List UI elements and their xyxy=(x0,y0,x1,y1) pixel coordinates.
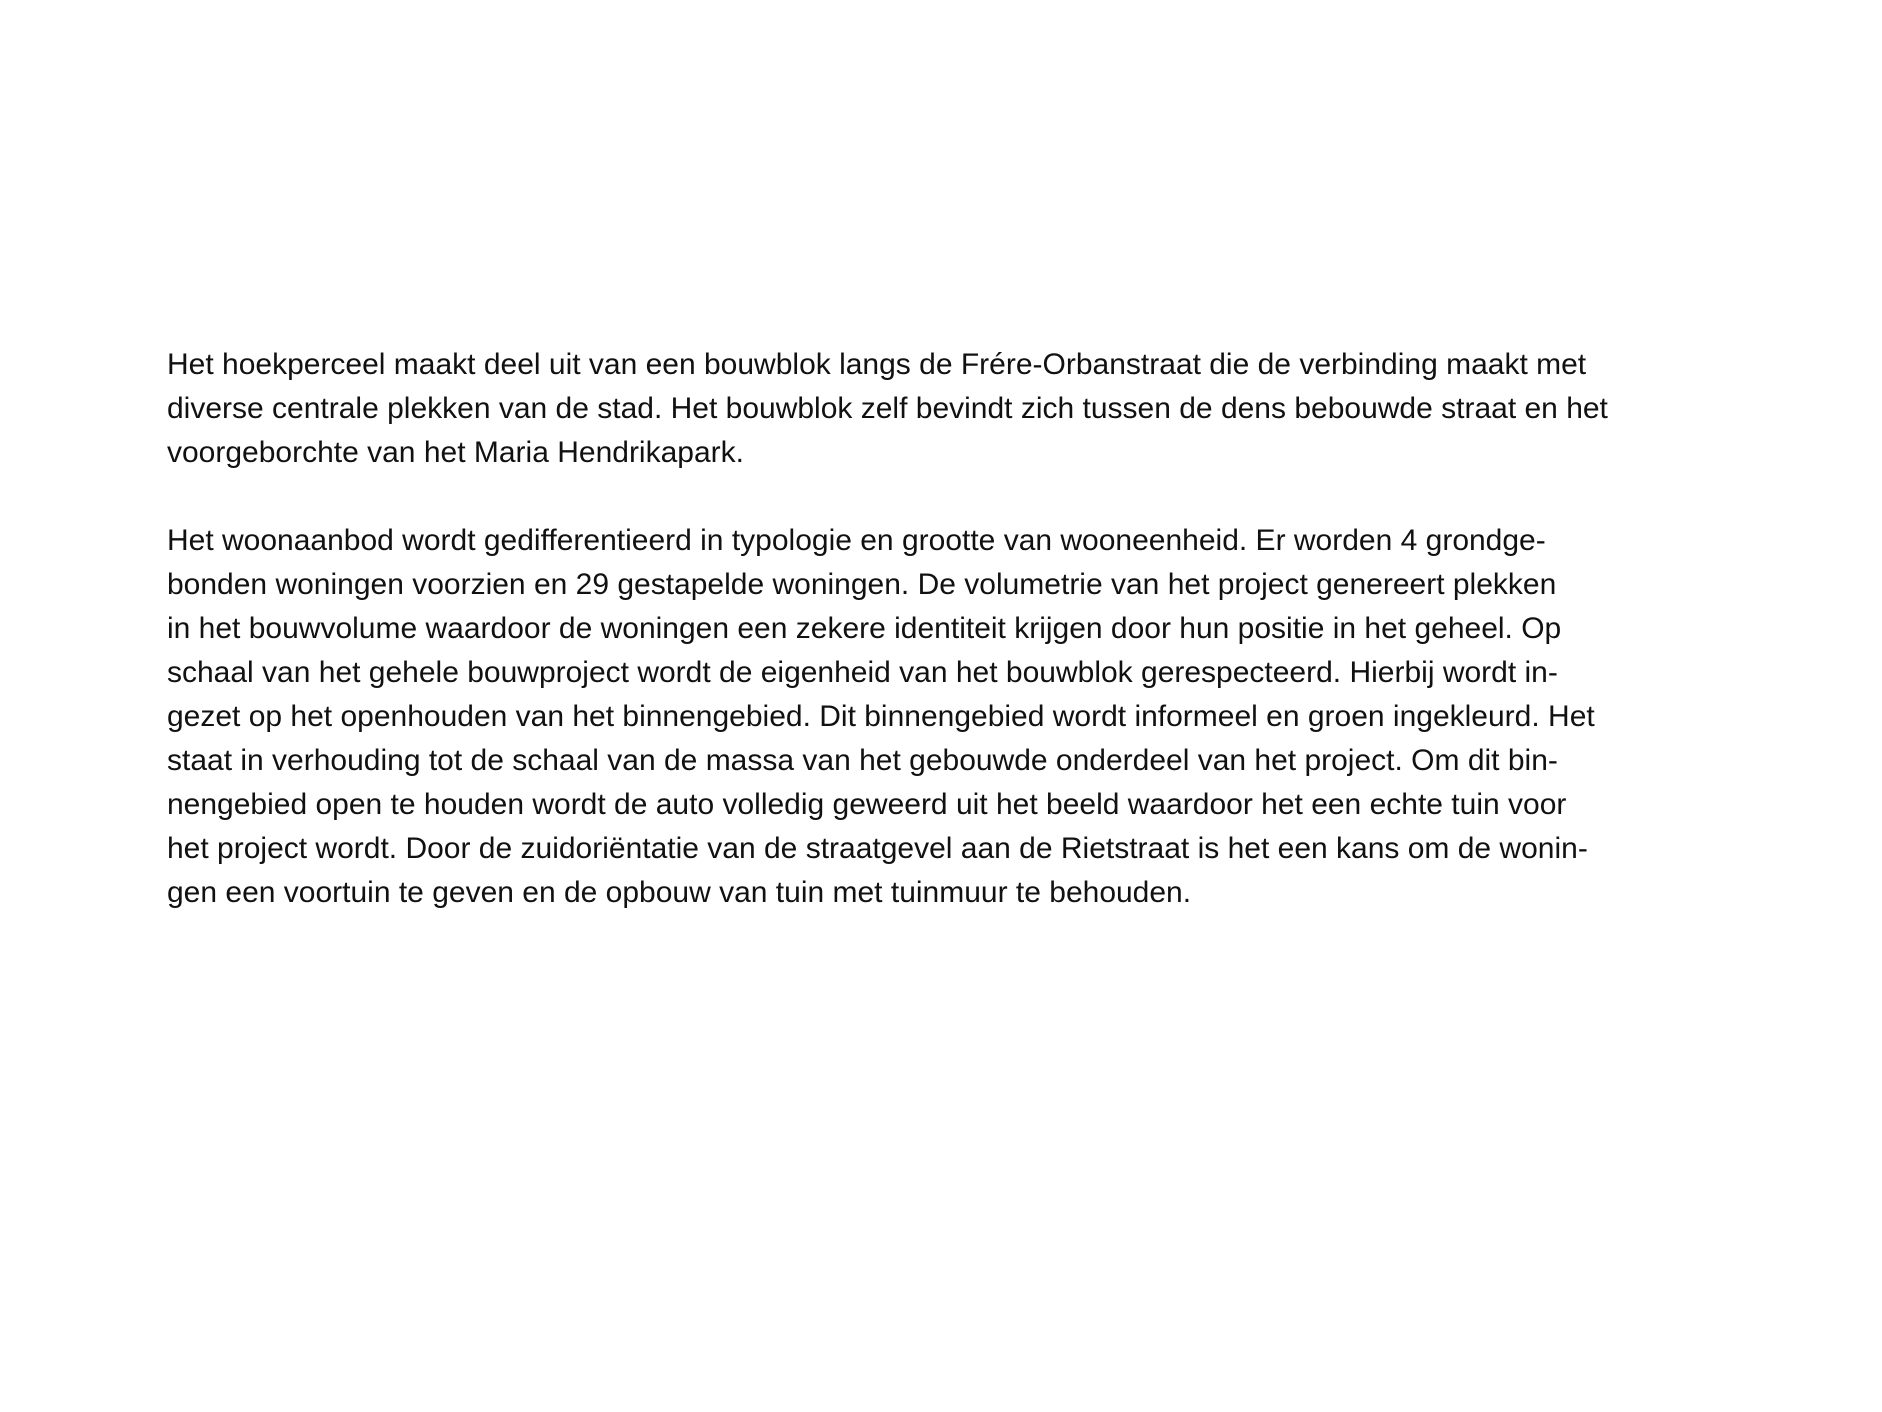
body-text xyxy=(167,343,1767,915)
text-line: gezet op het openhouden van het binnengebied. Dit binnengebied wordt informeel en groen ingekleurd. Het xyxy=(167,700,1595,733)
text-line: diverse centrale plekken van de stad. Het bouwblok zelf bevindt zich tussen de dens bebouwde straat en het xyxy=(167,392,1608,425)
paragraph-housing-offer xyxy=(167,519,1767,915)
text-line: schaal van het gehele bouwproject wordt de eigenheid van het bouwblok gerespecteerd. Hierbij wordt in- xyxy=(167,656,1558,689)
text-line: Het woonaanbod wordt gedifferentieerd in typologie en grootte van wooneenheid. Er worden 4 grondge- xyxy=(167,524,1546,557)
text-line: gen een voortuin te geven en de opbouw van tuin met tuinmuur te behouden. xyxy=(167,876,1192,909)
text-line: staat in verhouding tot de schaal van de massa van het gebouwde onderdeel van het project. Om dit bin- xyxy=(167,744,1558,777)
text-line: Het hoekperceel maakt deel uit van een bouwblok langs de Frére-Orbanstraat die de verbinding maakt met xyxy=(167,348,1587,381)
text-line: voorgeborchte van het Maria Hendrikapark. xyxy=(167,436,744,469)
text-line: nengebied open te houden wordt de auto volledig geweerd uit het beeld waardoor het een echte tuin voor xyxy=(167,788,1567,821)
text-line: bonden woningen voorzien en 29 gestapelde woningen. De volumetrie van het project genereert plekken xyxy=(167,568,1557,601)
paragraph-site-context xyxy=(167,343,1767,475)
text-line: het project wordt. Door de zuidoriëntatie van de straatgevel aan de Rietstraat is het een kans om de wonin- xyxy=(167,832,1588,865)
text-line: in het bouwvolume waardoor de woningen een zekere identiteit krijgen door hun positie in het geheel. Op xyxy=(167,612,1562,645)
